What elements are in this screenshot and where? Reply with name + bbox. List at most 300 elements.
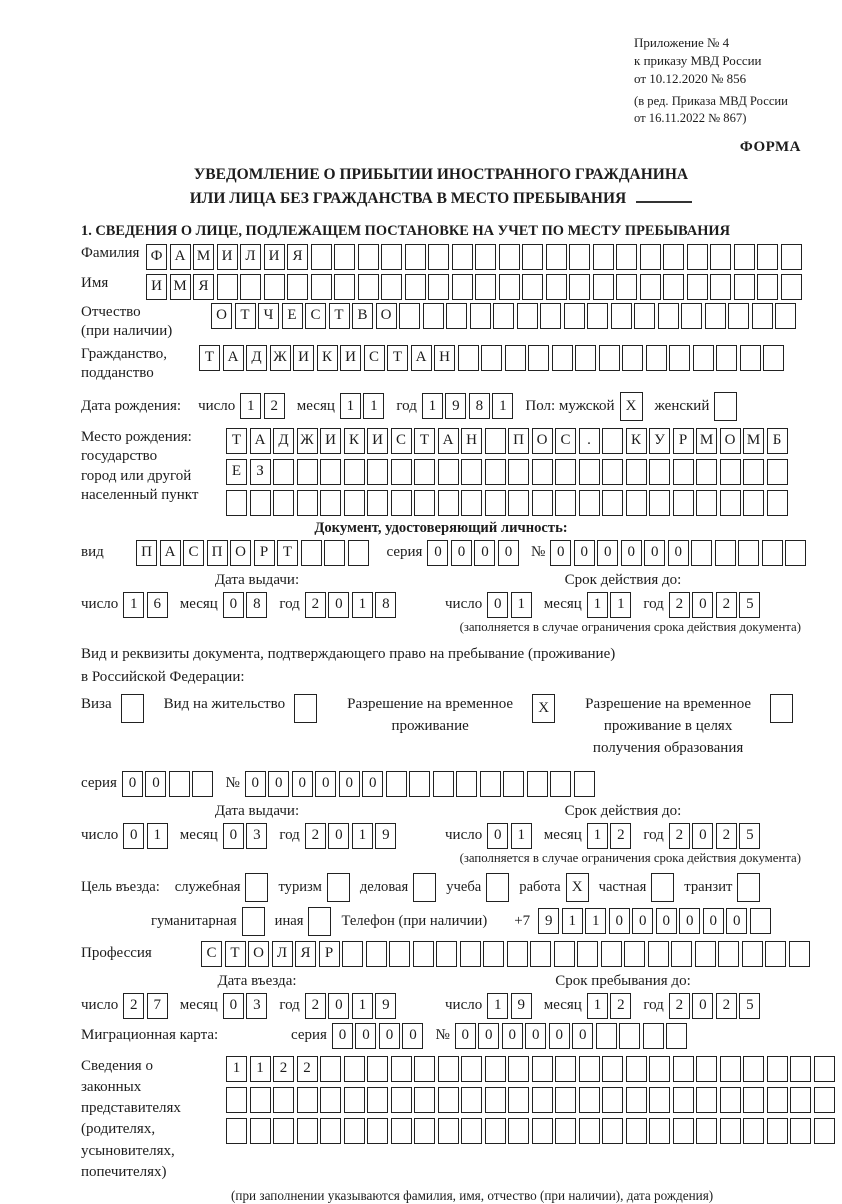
char-cell[interactable] [456,771,477,797]
char-cell[interactable]: Р [254,540,275,566]
char-cell[interactable]: О [376,303,397,329]
char-cell[interactable]: 6 [147,592,168,618]
char-cell[interactable]: С [183,540,204,566]
char-cell[interactable]: Я [295,941,316,967]
char-cell[interactable] [579,459,600,485]
char-cell[interactable] [602,490,623,516]
char-cell[interactable]: 9 [375,993,396,1019]
char-cell[interactable]: 0 [525,1023,546,1049]
char-cell[interactable] [648,941,669,967]
char-cell[interactable]: И [293,345,314,371]
char-cell[interactable] [344,490,365,516]
char-cell[interactable]: 0 [597,540,618,566]
char-cell[interactable]: А [160,540,181,566]
char-cell[interactable] [555,1056,576,1082]
char-cell[interactable] [814,1056,835,1082]
char-cell[interactable]: А [250,428,271,454]
char-cell[interactable] [344,1087,365,1113]
char-cell[interactable]: Д [273,428,294,454]
char-cell[interactable]: 0 [609,908,630,934]
char-cell[interactable] [405,274,426,300]
char-cell[interactable] [767,1087,788,1113]
char-cell[interactable]: 0 [328,993,349,1019]
char-cell[interactable] [669,345,690,371]
char-cell[interactable]: 1 [610,592,631,618]
char-cell[interactable]: 1 [587,993,608,1019]
char-cell[interactable]: М [170,274,191,300]
char-cell[interactable]: 8 [375,592,396,618]
char-cell[interactable] [693,345,714,371]
char-cell[interactable] [508,1056,529,1082]
char-cell[interactable]: 2 [305,823,326,849]
char-cell[interactable] [696,459,717,485]
char-cell[interactable] [344,459,365,485]
char-cell[interactable]: 0 [328,592,349,618]
char-cell[interactable] [475,244,496,270]
char-cell[interactable] [715,540,736,566]
char-cell[interactable] [250,490,271,516]
char-cell[interactable]: 0 [223,823,244,849]
char-cell[interactable] [575,345,596,371]
char-cell[interactable] [273,490,294,516]
char-cell[interactable] [273,1087,294,1113]
char-cell[interactable]: 1 [562,908,583,934]
char-cell[interactable] [217,274,238,300]
char-cell[interactable] [767,1118,788,1144]
checkbox-cell[interactable]: X [566,873,589,902]
char-cell[interactable]: С [305,303,326,329]
char-cell[interactable] [273,459,294,485]
char-cell[interactable] [790,1118,811,1144]
char-cell[interactable] [649,1087,670,1113]
char-cell[interactable] [696,1118,717,1144]
char-cell[interactable]: 8 [246,592,267,618]
char-cell[interactable] [750,908,771,934]
char-cell[interactable]: 0 [550,540,571,566]
char-cell[interactable] [626,1118,647,1144]
char-cell[interactable] [334,244,355,270]
char-cell[interactable]: 1 [226,1056,247,1082]
char-cell[interactable] [273,1118,294,1144]
char-cell[interactable]: 2 [123,993,144,1019]
char-cell[interactable] [391,459,412,485]
char-cell[interactable]: И [367,428,388,454]
char-cell[interactable] [564,303,585,329]
char-cell[interactable] [428,274,449,300]
char-cell[interactable] [593,274,614,300]
char-cell[interactable] [599,345,620,371]
char-cell[interactable]: 0 [328,823,349,849]
char-cell[interactable]: С [391,428,412,454]
char-cell[interactable]: 2 [297,1056,318,1082]
char-cell[interactable] [814,1118,835,1144]
char-cell[interactable] [493,303,514,329]
char-cell[interactable]: А [170,244,191,270]
char-cell[interactable] [297,1087,318,1113]
char-cell[interactable] [389,941,410,967]
char-cell[interactable]: 0 [427,540,448,566]
char-cell[interactable]: Л [272,941,293,967]
char-cell[interactable]: М [696,428,717,454]
char-cell[interactable] [505,345,526,371]
char-cell[interactable] [522,244,543,270]
char-cell[interactable]: 2 [669,823,690,849]
char-cell[interactable] [475,274,496,300]
char-cell[interactable] [367,1087,388,1113]
char-cell[interactable] [485,490,506,516]
char-cell[interactable] [555,490,576,516]
char-cell[interactable]: 1 [585,908,606,934]
char-cell[interactable] [391,1087,412,1113]
char-cell[interactable] [367,490,388,516]
char-cell[interactable] [781,274,802,300]
char-cell[interactable] [461,490,482,516]
char-cell[interactable]: 0 [656,908,677,934]
char-cell[interactable] [767,1056,788,1082]
char-cell[interactable] [311,274,332,300]
checkbox-cell[interactable] [294,694,317,723]
char-cell[interactable]: В [352,303,373,329]
checkbox-cell[interactable] [737,873,760,902]
char-cell[interactable]: . [579,428,600,454]
char-cell[interactable] [530,941,551,967]
char-cell[interactable] [579,490,600,516]
char-cell[interactable] [611,303,632,329]
char-cell[interactable]: 0 [498,540,519,566]
char-cell[interactable]: 0 [474,540,495,566]
char-cell[interactable] [250,1087,271,1113]
char-cell[interactable] [626,1087,647,1113]
char-cell[interactable] [367,1118,388,1144]
char-cell[interactable] [528,345,549,371]
char-cell[interactable] [438,459,459,485]
char-cell[interactable] [503,771,524,797]
char-cell[interactable]: 2 [716,592,737,618]
char-cell[interactable]: 2 [273,1056,294,1082]
checkbox-cell[interactable] [770,694,793,723]
char-cell[interactable]: 1 [240,393,261,419]
char-cell[interactable]: Р [319,941,340,967]
char-cell[interactable]: Я [287,244,308,270]
char-cell[interactable]: Н [461,428,482,454]
char-cell[interactable] [742,941,763,967]
char-cell[interactable] [399,303,420,329]
char-cell[interactable] [681,303,702,329]
char-cell[interactable]: 0 [703,908,724,934]
char-cell[interactable] [743,1056,764,1082]
char-cell[interactable]: 0 [355,1023,376,1049]
char-cell[interactable]: Б [767,428,788,454]
char-cell[interactable] [226,1118,247,1144]
char-cell[interactable]: 0 [315,771,336,797]
char-cell[interactable] [738,540,759,566]
char-cell[interactable] [757,244,778,270]
char-cell[interactable] [311,244,332,270]
char-cell[interactable] [705,303,726,329]
char-cell[interactable]: 1 [492,393,513,419]
char-cell[interactable] [391,1056,412,1082]
char-cell[interactable]: 2 [716,823,737,849]
char-cell[interactable] [666,1023,687,1049]
char-cell[interactable]: П [207,540,228,566]
char-cell[interactable]: 0 [692,823,713,849]
char-cell[interactable] [508,1087,529,1113]
char-cell[interactable]: 2 [610,823,631,849]
char-cell[interactable] [785,540,806,566]
char-cell[interactable] [461,1056,482,1082]
char-cell[interactable] [710,244,731,270]
char-cell[interactable] [673,459,694,485]
char-cell[interactable] [649,490,670,516]
char-cell[interactable]: 0 [145,771,166,797]
char-cell[interactable] [658,303,679,329]
char-cell[interactable] [414,490,435,516]
char-cell[interactable] [240,274,261,300]
char-cell[interactable] [687,274,708,300]
char-cell[interactable] [569,274,590,300]
char-cell[interactable] [301,540,322,566]
char-cell[interactable]: 2 [264,393,285,419]
char-cell[interactable] [297,1118,318,1144]
char-cell[interactable]: М [193,244,214,270]
char-cell[interactable] [710,274,731,300]
char-cell[interactable] [743,490,764,516]
char-cell[interactable] [428,244,449,270]
char-cell[interactable]: 1 [363,393,384,419]
char-cell[interactable]: 3 [246,823,267,849]
char-cell[interactable] [287,274,308,300]
char-cell[interactable]: 2 [610,993,631,1019]
char-cell[interactable]: Н [434,345,455,371]
char-cell[interactable] [649,459,670,485]
char-cell[interactable]: Я [193,274,214,300]
char-cell[interactable] [790,1056,811,1082]
char-cell[interactable] [673,1118,694,1144]
char-cell[interactable]: С [555,428,576,454]
char-cell[interactable]: 0 [644,540,665,566]
char-cell[interactable]: 9 [375,823,396,849]
char-cell[interactable] [460,941,481,967]
char-cell[interactable] [367,1056,388,1082]
char-cell[interactable]: 1 [352,993,373,1019]
char-cell[interactable]: 2 [669,993,690,1019]
char-cell[interactable]: Ф [146,244,167,270]
char-cell[interactable] [555,459,576,485]
char-cell[interactable]: Л [240,244,261,270]
char-cell[interactable] [763,345,784,371]
char-cell[interactable] [716,345,737,371]
checkbox-cell[interactable] [714,392,737,421]
char-cell[interactable] [461,1118,482,1144]
char-cell[interactable] [720,1118,741,1144]
char-cell[interactable] [532,459,553,485]
char-cell[interactable] [507,941,528,967]
char-cell[interactable] [527,771,548,797]
char-cell[interactable]: О [230,540,251,566]
char-cell[interactable] [579,1087,600,1113]
char-cell[interactable] [587,303,608,329]
char-cell[interactable] [358,244,379,270]
char-cell[interactable]: 0 [339,771,360,797]
char-cell[interactable]: О [532,428,553,454]
char-cell[interactable] [602,1087,623,1113]
char-cell[interactable]: Т [329,303,350,329]
char-cell[interactable]: У [649,428,670,454]
char-cell[interactable]: Т [226,428,247,454]
char-cell[interactable]: 0 [478,1023,499,1049]
char-cell[interactable]: 0 [292,771,313,797]
char-cell[interactable] [414,1056,435,1082]
char-cell[interactable] [192,771,213,797]
char-cell[interactable] [643,1023,664,1049]
char-cell[interactable] [574,771,595,797]
char-cell[interactable] [452,244,473,270]
char-cell[interactable]: 0 [402,1023,423,1049]
char-cell[interactable] [640,274,661,300]
char-cell[interactable] [757,274,778,300]
char-cell[interactable]: 0 [574,540,595,566]
char-cell[interactable] [634,303,655,329]
char-cell[interactable] [596,1023,617,1049]
char-cell[interactable] [508,490,529,516]
char-cell[interactable]: 1 [123,592,144,618]
char-cell[interactable]: 0 [455,1023,476,1049]
char-cell[interactable] [696,1087,717,1113]
char-cell[interactable]: 5 [739,993,760,1019]
char-cell[interactable] [485,459,506,485]
char-cell[interactable] [720,459,741,485]
char-cell[interactable]: Е [226,459,247,485]
char-cell[interactable] [552,345,573,371]
char-cell[interactable] [743,459,764,485]
char-cell[interactable]: 0 [451,540,472,566]
char-cell[interactable] [626,490,647,516]
char-cell[interactable]: 3 [246,993,267,1019]
char-cell[interactable] [391,1118,412,1144]
char-cell[interactable] [790,1087,811,1113]
char-cell[interactable] [626,459,647,485]
char-cell[interactable] [781,244,802,270]
char-cell[interactable]: Т [235,303,256,329]
char-cell[interactable] [720,490,741,516]
char-cell[interactable]: 0 [332,1023,353,1049]
char-cell[interactable] [695,941,716,967]
char-cell[interactable] [752,303,773,329]
char-cell[interactable]: 0 [502,1023,523,1049]
char-cell[interactable]: 8 [469,393,490,419]
char-cell[interactable] [485,1118,506,1144]
char-cell[interactable]: И [340,345,361,371]
checkbox-cell[interactable] [651,873,674,902]
char-cell[interactable] [320,1056,341,1082]
char-cell[interactable]: 0 [668,540,689,566]
checkbox-cell[interactable] [308,907,331,936]
char-cell[interactable]: 0 [487,823,508,849]
char-cell[interactable] [433,771,454,797]
char-cell[interactable] [381,274,402,300]
char-cell[interactable] [619,1023,640,1049]
char-cell[interactable] [663,274,684,300]
char-cell[interactable] [324,540,345,566]
char-cell[interactable] [775,303,796,329]
char-cell[interactable] [297,459,318,485]
char-cell[interactable] [640,244,661,270]
char-cell[interactable]: Ч [258,303,279,329]
char-cell[interactable] [579,1118,600,1144]
char-cell[interactable] [602,1118,623,1144]
char-cell[interactable]: П [508,428,529,454]
char-cell[interactable] [409,771,430,797]
char-cell[interactable] [767,490,788,516]
char-cell[interactable] [508,459,529,485]
char-cell[interactable] [264,274,285,300]
char-cell[interactable] [663,244,684,270]
char-cell[interactable]: 0 [487,592,508,618]
char-cell[interactable] [438,1056,459,1082]
char-cell[interactable] [438,1118,459,1144]
char-cell[interactable]: 1 [250,1056,271,1082]
checkbox-cell[interactable]: X [620,392,643,421]
char-cell[interactable]: И [217,244,238,270]
char-cell[interactable] [297,490,318,516]
char-cell[interactable] [569,244,590,270]
char-cell[interactable]: 0 [223,993,244,1019]
char-cell[interactable] [814,1087,835,1113]
char-cell[interactable] [344,1118,365,1144]
char-cell[interactable]: 1 [352,823,373,849]
char-cell[interactable] [461,459,482,485]
char-cell[interactable] [649,1118,670,1144]
char-cell[interactable] [481,345,502,371]
char-cell[interactable] [602,1056,623,1082]
char-cell[interactable] [470,303,491,329]
char-cell[interactable]: 5 [739,592,760,618]
char-cell[interactable] [348,540,369,566]
char-cell[interactable]: И [146,274,167,300]
char-cell[interactable] [532,1056,553,1082]
char-cell[interactable] [602,428,623,454]
char-cell[interactable] [499,274,520,300]
char-cell[interactable] [414,1087,435,1113]
char-cell[interactable]: П [136,540,157,566]
char-cell[interactable]: 0 [632,908,653,934]
char-cell[interactable]: 5 [739,823,760,849]
char-cell[interactable] [624,941,645,967]
char-cell[interactable] [414,1118,435,1144]
char-cell[interactable]: 1 [352,592,373,618]
char-cell[interactable] [446,303,467,329]
checkbox-cell[interactable] [242,907,265,936]
char-cell[interactable]: 0 [362,771,383,797]
char-cell[interactable]: Р [673,428,694,454]
char-cell[interactable] [646,345,667,371]
char-cell[interactable]: С [201,941,222,967]
char-cell[interactable]: 1 [587,823,608,849]
char-cell[interactable] [696,490,717,516]
char-cell[interactable] [728,303,749,329]
char-cell[interactable]: А [411,345,432,371]
char-cell[interactable] [461,1087,482,1113]
char-cell[interactable] [391,490,412,516]
char-cell[interactable]: Т [414,428,435,454]
char-cell[interactable] [616,244,637,270]
char-cell[interactable] [649,1056,670,1082]
char-cell[interactable] [499,244,520,270]
char-cell[interactable] [767,459,788,485]
char-cell[interactable]: Т [387,345,408,371]
char-cell[interactable] [691,540,712,566]
char-cell[interactable] [743,1118,764,1144]
